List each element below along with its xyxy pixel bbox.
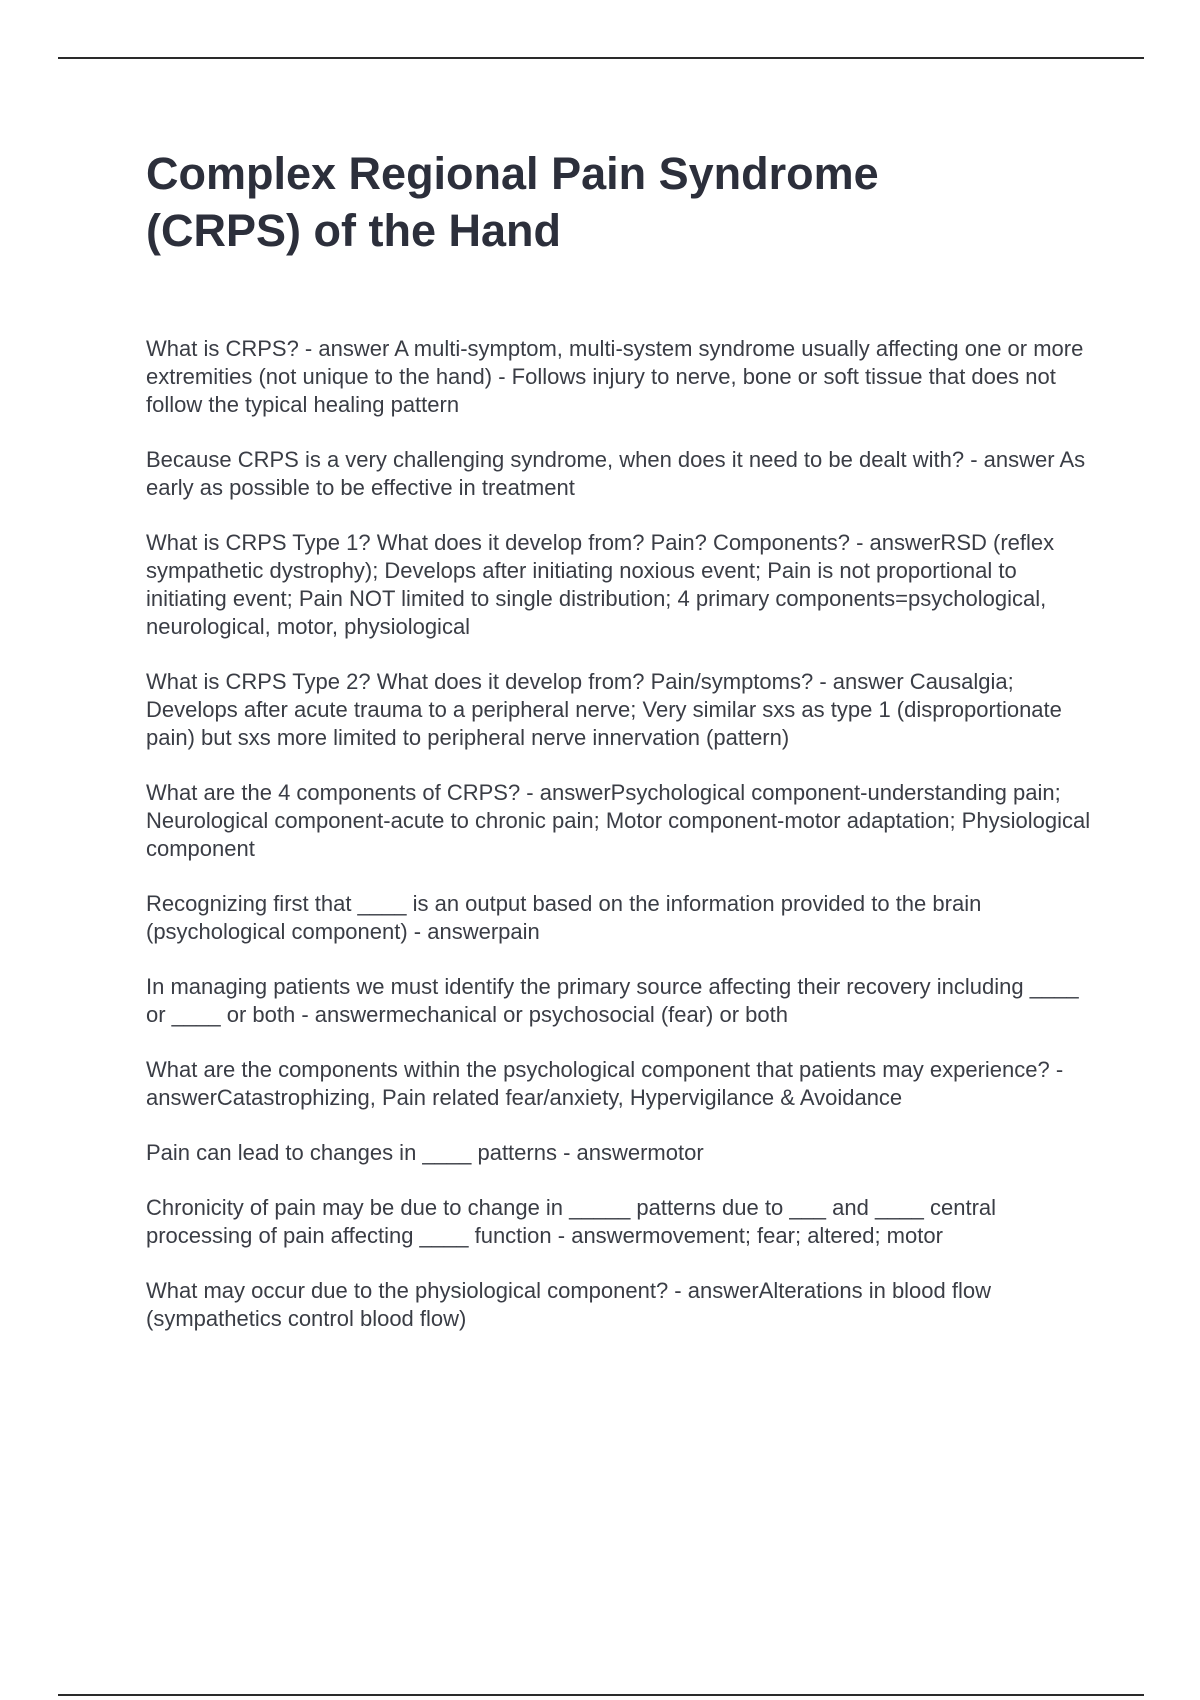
title-line-2: (CRPS) of the Hand	[146, 205, 561, 256]
qa-item-4: What is CRPS Type 2? What does it develop from? Pain/symptoms? - answer Causalgia; Develops after acute trauma to a peripheral nerve; Very similar sxs as type 1 (disproportionate pain) but sxs more limited to peripheral nerve innervation (pattern)	[146, 669, 1062, 750]
qa-item-2: Because CRPS is a very challenging syndrome, when does it need to be dealt with? - answer As early as possible to be effective in treatment	[146, 447, 1086, 500]
qa-item-6: Recognizing first that ____ is an output based on the information provided to the brain (psychological component) - answerpain	[146, 891, 982, 944]
qa-item-9: Pain can lead to changes in ____ patterns - answermotor	[146, 1140, 704, 1165]
qa-item-11: What may occur due to the physiological component? - answerAlterations in blood flow (sympathetics control blood flow)	[146, 1278, 992, 1331]
document-body	[146, 145, 1096, 1360]
qa-item-10: Chronicity of pain may be due to change in _____ patterns due to ___ and ____ central processing of pain affecting ____ function - answermovement; fear; altered; motor	[146, 1195, 997, 1248]
bottom-rule	[58, 1694, 1144, 1696]
qa-item-7: In managing patients we must identify the primary source affecting their recovery including ____ or ____ or both - answermechanical or psychosocial (fear) or both	[146, 974, 1079, 1027]
qa-item-5: What are the 4 components of CRPS? - answerPsychological component-understanding pain; Neurological component-acute to chronic pain; Motor component-motor adaptation; Physiological component	[146, 780, 1091, 861]
top-rule	[58, 57, 1144, 59]
title-line-1: Complex Regional Pain Syndrome	[146, 148, 879, 199]
qa-item-8: What are the components within the psychological component that patients may experience? - answerCatastrophizing, Pain related fear/anxiety, Hypervigilance & Avoidance	[146, 1057, 1064, 1110]
page-title	[146, 145, 1096, 259]
qa-item-3: What is CRPS Type 1? What does it develop from? Pain? Components? - answerRSD (reflex sympathetic dystrophy); Develops after initiating noxious event; Pain is not proportional to initiating event; Pain NOT limited to single distribution; 4 primary components=psychological, neurological, motor, physiological	[146, 530, 1055, 639]
qa-list	[146, 335, 1096, 1333]
qa-item-1: What is CRPS? - answer A multi-symptom, multi-system syndrome usually affecting one or more extremities (not unique to the hand) - Follows injury to nerve, bone or soft tissue that does not follow the typical healing pattern	[146, 336, 1084, 417]
